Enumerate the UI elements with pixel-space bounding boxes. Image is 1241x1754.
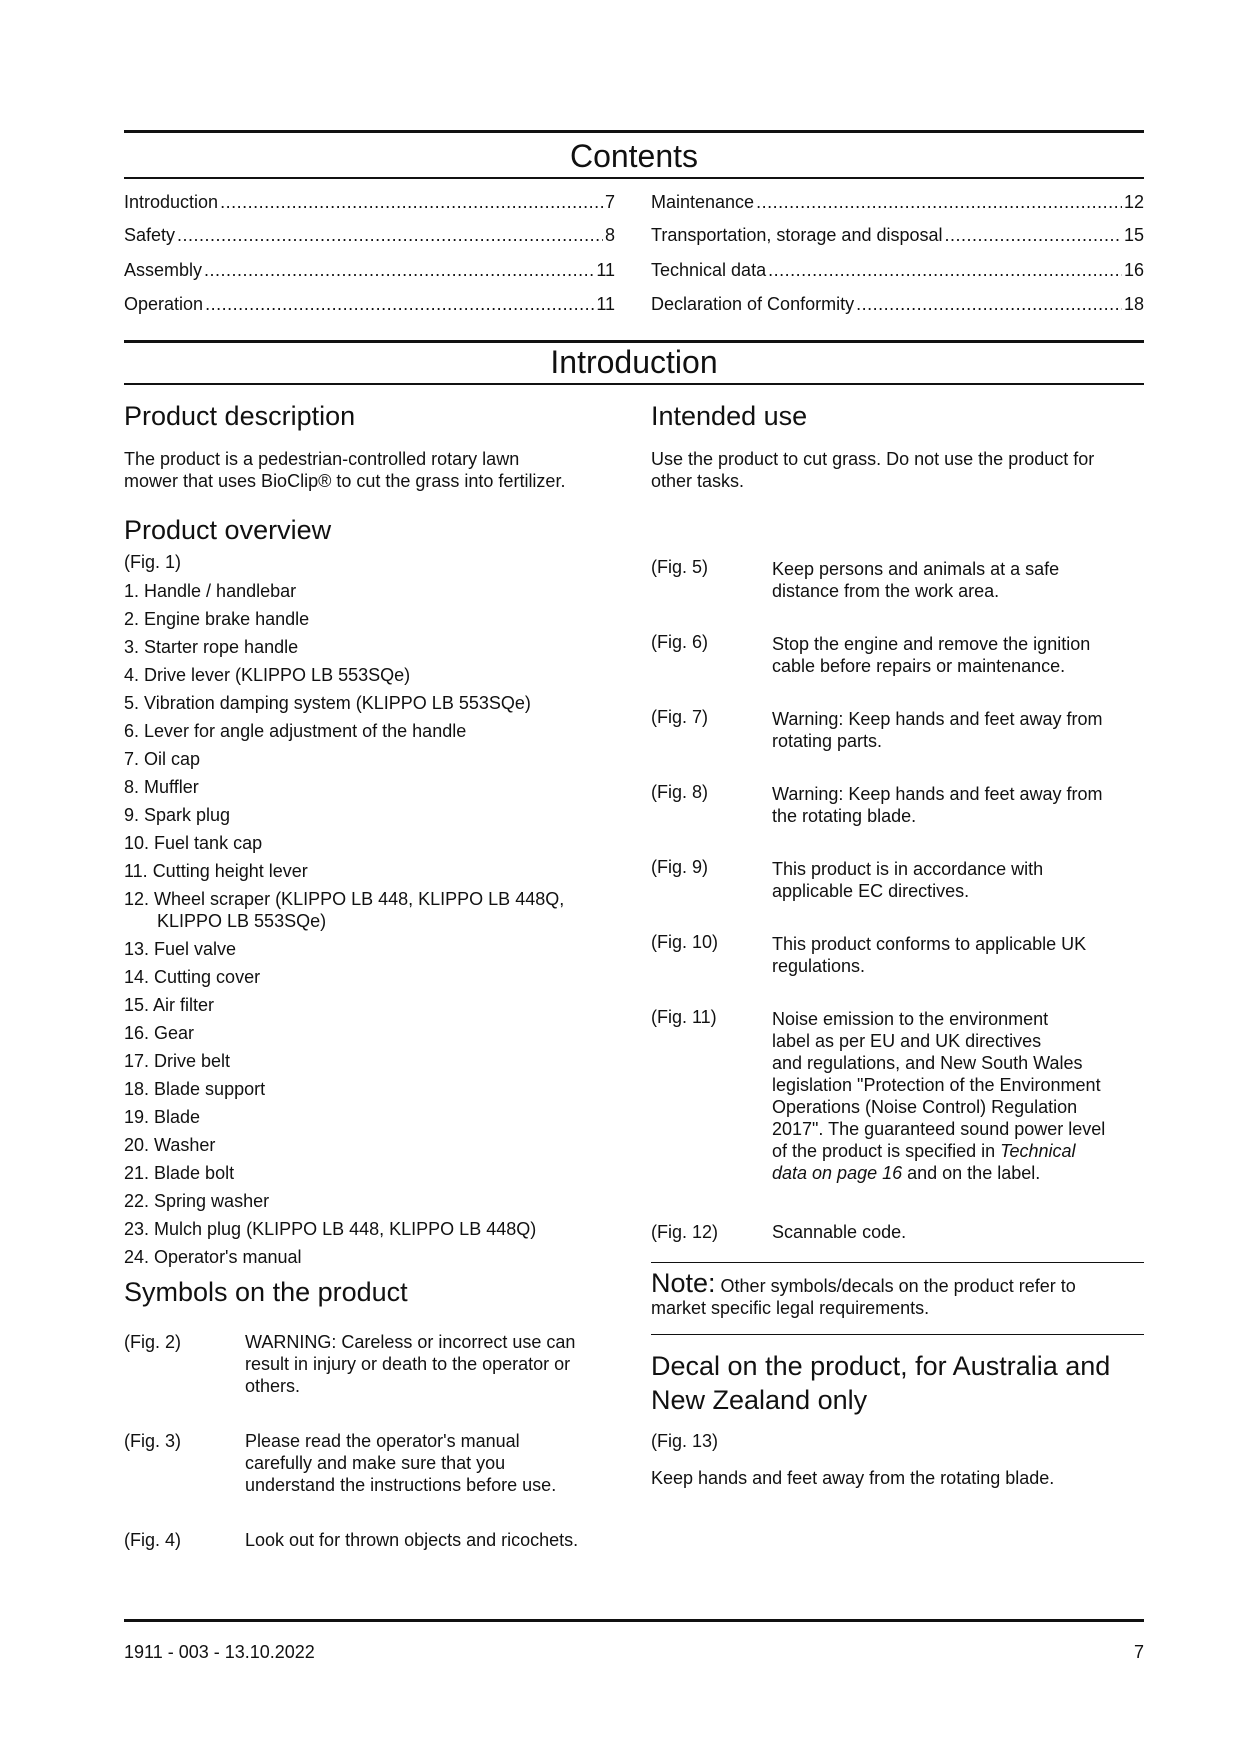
toc-entry[interactable]: Transportation, storage and disposal ..... 15 [651,223,1144,247]
fig-label: (Fig. 2) [124,1332,182,1352]
list-item: 24. Operator's manual [124,1247,302,1267]
list-item: 20. Washer [124,1135,216,1155]
symbol-description: Noise emission to the environment label as per EU and UK directives and regulations, and New South Wales legislation "Protection of the Environment Operations (Noise Control) Regulation 2017". The guaranteed sound power level of the product is specified in Technical data on page 16 and on the label. [772,1009,1106,1183]
fig-label: (Fig. 12) [651,1222,719,1242]
intended-use-text: Use the product to cut grass. Do not use the product for other tasks. [651,449,1095,491]
product-overview-list [124,580,624,1274]
toc-entry[interactable]: Assembly ..... 11 [124,258,615,282]
fig-label: (Fig. 4) [124,1530,182,1550]
intended-use-heading: Intended use [651,401,808,431]
fig-label: (Fig. 9) [651,857,709,877]
list-item: 15. Air filter [124,995,215,1015]
footer-page-number: 7 [1133,1642,1144,1662]
symbol-description: Warning: Keep hands and feet away from rotating parts. [772,709,1103,751]
list-item: 11. Cutting height lever [124,861,308,881]
symbol-description: Stop the engine and remove the ignition cable before repairs or maintenance. [772,634,1091,676]
fig-label: (Fig. 11) [651,1007,717,1027]
footer-rule [124,1619,1144,1622]
fig-label: (Fig. 7) [651,707,709,727]
contents-title: Contents [569,138,699,174]
list-item: 6. Lever for angle adjustment of the handle [124,721,467,741]
list-item: 10. Fuel tank cap [124,833,263,853]
list-item: 14. Cutting cover [124,967,261,987]
decal-text: Keep hands and feet away from the rotating blade. [651,1468,1055,1488]
technical-data-link[interactable]: data on page 16 [772,1163,903,1183]
decal-heading: Decal on the product, for Australia and New Zealand only [651,1351,1111,1415]
list-item: 17. Drive belt [124,1051,231,1071]
note-top-rule [651,1262,1144,1263]
list-item: 13. Fuel valve [124,939,237,959]
fig-label: (Fig. 6) [651,632,709,652]
list-item: 8. Muffler [124,777,199,797]
product-description-heading: Product description [124,401,356,431]
list-item: 5. Vibration damping system (KLIPPO LB 553SQe) [124,693,531,713]
list-item: 9. Spark plug [124,805,231,825]
decal-fig-ref: (Fig. 13) [651,1431,719,1451]
toc-entry[interactable]: Maintenance ..... 12 [651,190,1144,214]
list-item: 1. Handle / handlebar [124,581,297,601]
product-description-text: The product is a pedestrian-controlled rotary lawn mower that uses BioClip® to cut the grass into fertilizer. [124,449,566,491]
toc-entry[interactable]: Safety ..... 8 [124,223,615,247]
list-item: 19. Blade [124,1107,201,1127]
symbol-description: Scannable code. [772,1222,907,1242]
footer-doc-id: 1911 - 003 - 13.10.2022 [124,1642,315,1662]
contents-top-rule [124,130,1144,133]
list-item: 16. Gear [124,1023,195,1043]
toc-entry[interactable]: Operation ..... 11 [124,292,615,316]
fig-label: (Fig. 8) [651,782,709,802]
fig-label: (Fig. 5) [651,557,709,577]
list-item: 21. Blade bolt [124,1163,235,1183]
list-item: 12. Wheel scraper (KLIPPO LB 448, KLIPPO LB 448Q, KLIPPO LB 553SQe) [124,889,565,931]
toc-entry[interactable]: Declaration of Conformity ..... 18 [651,292,1144,316]
toc-entry[interactable]: Technical data ..... 16 [651,258,1144,282]
contents-bottom-rule [124,177,1144,179]
list-item: 23. Mulch plug (KLIPPO LB 448, KLIPPO LB 448Q) [124,1219,537,1239]
symbol-description: WARNING: Careless or incorrect use can result in injury or death to the operator or others. [245,1332,576,1396]
fig-label: (Fig. 10) [651,932,719,952]
symbol-description: Please read the operator's manual carefully and make sure that you understand the instructions before use. [245,1431,557,1495]
list-item: 3. Starter rope handle [124,637,299,657]
product-overview-fig-ref: (Fig. 1) [124,552,182,572]
symbol-description: Keep persons and animals at a safe distance from the work area. [772,559,1060,601]
symbols-heading: Symbols on the product [124,1277,408,1307]
note-block: Note: Other symbols/decals on the product refer to market specific legal requirements. [651,1268,1076,1318]
technical-data-link[interactable]: Technical [1000,1141,1076,1161]
note-bottom-rule [651,1334,1144,1335]
symbol-description: This product conforms to applicable UK regulations. [772,934,1087,976]
list-item: 22. Spring washer [124,1191,270,1211]
list-item: 18. Blade support [124,1079,266,1099]
introduction-title: Introduction [550,344,718,380]
product-overview-heading: Product overview [124,515,332,545]
list-item: 7. Oil cap [124,749,201,769]
introduction-bottom-rule [124,383,1144,385]
list-item: 2. Engine brake handle [124,609,310,629]
fig-label: (Fig. 3) [124,1431,182,1451]
symbol-description: Look out for thrown objects and ricochets. [245,1530,579,1550]
toc-entry[interactable]: Introduction ..... 7 [124,190,615,214]
note-label: Note: [651,1268,716,1298]
symbol-description: Warning: Keep hands and feet away from the rotating blade. [772,784,1103,826]
symbol-description: This product is in accordance with applicable EC directives. [772,859,1044,901]
list-item: 4. Drive lever (KLIPPO LB 553SQe) [124,665,411,685]
